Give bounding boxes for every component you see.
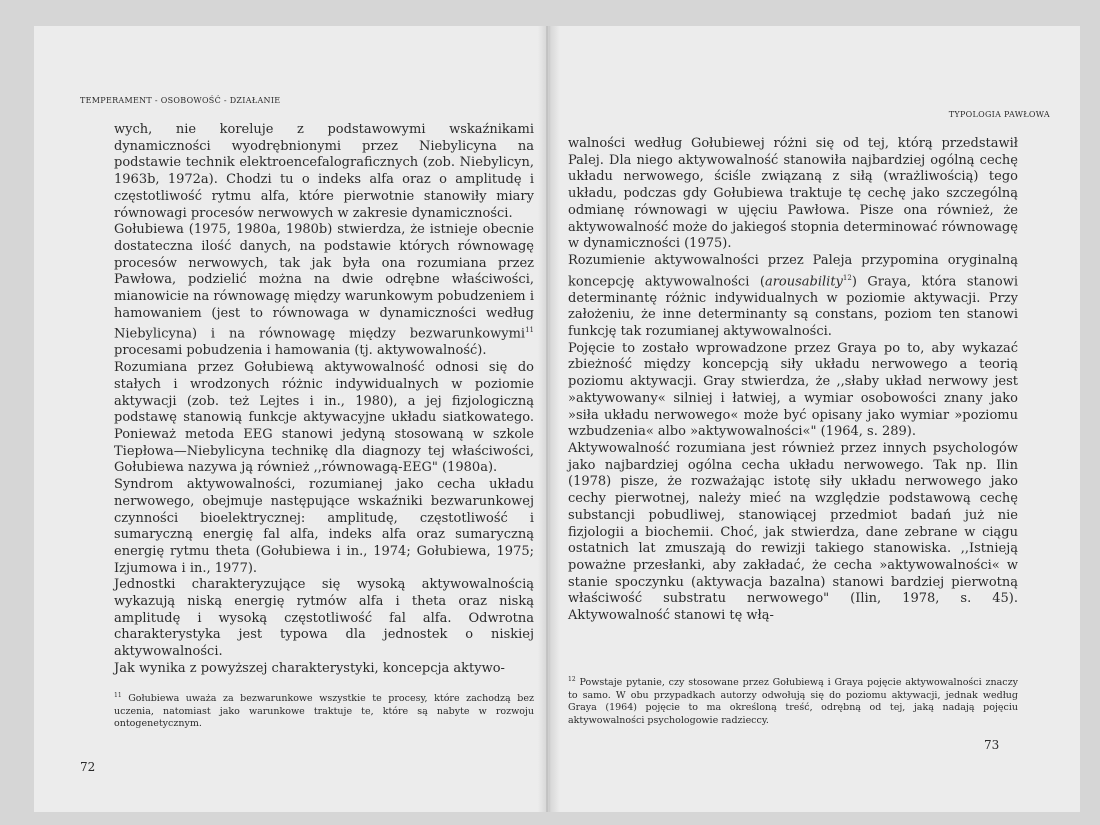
left-paragraph-2-end: procesami pobudzenia i hamowania (tj. aktywowalność). [114, 343, 487, 359]
footnote-marker-11: 11 [114, 692, 122, 699]
footnote-ref-11: 11 [525, 326, 534, 335]
footnote-marker-12: 12 [568, 676, 576, 683]
left-page [34, 26, 546, 812]
right-page-number: 73 [984, 738, 1000, 752]
left-page-number: 72 [80, 760, 96, 774]
right-paragraph-2-b: ) Graya, która stanowi determinantę różnic indywidualnych w poziomie aktywacji. Przy założeniu, że inne determinanty są constans, poziom ten stanowi funkcję tak rozumianej aktywowalności. [568, 273, 1018, 340]
left-running-head: TEMPERAMENT - OSOBOWOŚĆ - DZIAŁANIE [80, 96, 281, 105]
left-paragraph-5: Jednostki charakteryzujące się wysoką aktywowalnością wykazują niską energię rytmów alfa i theta oraz niską amplitudę i wysoką częstotliwość fal alfa. Odwrotna charakterystyka jest typowa dla jednostek o niskiej aktywowalności. [114, 577, 534, 660]
left-paragraph-6: Jak wynika z powyższej charakterystyki, koncepcja aktywo- [114, 660, 505, 676]
right-paragraph-3: Pojęcie to zostało wprowadzone przez Graya po to, aby wykazać zbieżność między koncepcją siły układu nerwowego a teorią poziomu aktywacji. Gray stwierdza, że ,,słaby układ nerwowy jest »aktywowany« silniej i łatwiej, a wymiar osobowości znany jako »siła układu nerwowego« może być opisany jako wymiar »poziomu wzbudzenia« albo »aktywowalności«" (1964, s. 289). [568, 340, 1018, 440]
footnote-ref-12: 12 [842, 273, 852, 282]
right-running-head: TYPOLOGIA PAWŁOWA [948, 110, 1050, 119]
left-paragraph-2-text: Gołubiewa (1975, 1980a, 1980b) stwierdza, że istnieje obecnie dostateczna ilość danych, na podstawie których równowagę procesów nerwowych, tak jak była ona rozumiana przez Pawłowa, podzielić można na dwie odrębne właściwości, mianowicie na równowagę między warunkowym pobudzeniem i hamowaniem (jest to równowaga w dynamiczności według Niebylicyna) i na równowagę między bezwarunkowymi [114, 222, 534, 342]
right-page [548, 26, 1080, 812]
right-body-text [568, 136, 1018, 625]
right-footnote [568, 674, 1018, 728]
left-paragraph-1: wych, nie koreluje z podstawowymi wskaźnikami dynamiczności wyodrębnionymi przez Niebylicyna na podstawie technik elektroencefalograficznych (zob. Niebylicyn, 1963b, 1972a). Chodzi tu o indeks alfa oraz o amplitudę i częstotliwość rytmu alfa, które pierwotnie stanowiły miary równowagi procesów nerwowych w zakresie dynamiczności. [114, 122, 534, 221]
right-paragraph-2 [568, 253, 1018, 341]
left-footnote-text: Gołubiewa uważa za bezwarunkowe wszystkie te procesy, które zachodzą bez uczenia, natomiast jako warunkowe traktuje te, które są nabyte w rozwoju ontogenetycznym. [114, 693, 534, 730]
left-paragraph-4: Syndrom aktywowalności, rozumianej jako cecha układu nerwowego, obejmuje następujące wskaźniki bezwarunkowej czynności bioelektrycznej: amplitudę, częstotliwość i sumaryczną energię fal alfa, indeks alfa oraz sumaryczną energię rytmu theta (Gołubiewa i in., 1974; Gołubiewa, 1975; Izjumowa i in., 1977). [114, 477, 534, 576]
right-paragraph-1: walności według Gołubiewej różni się od tej, którą przedstawił Palej. Dla niego aktywowalność stanowiła najbardziej ogólną cechę układu nerwowego, ściśle związaną z siłą (wrażliwością) tego układu, podczas gdy Gołubiewa traktuje tę cechę jako szczególną odmianę równowagi w ujęciu Pawłowa. Pisze ona również, że aktywowalność może do jakiegoś stopnia determinować równowagę w dynamiczności (1975). [568, 136, 1018, 252]
left-footnote [114, 690, 534, 731]
right-paragraph-4: Aktywowalność rozumiana jest również przez innych psychologów jako najbardziej ogólna cecha układu nerwowego. Tak np. Ilin (1978) pisze, że rozważając istotę siły układu nerwowego jako cechy pierwotnej, należy mieć na względzie podstawową cechę substancji pobudliwej, stanowiącej przedmiot badań już nie fizjologii a biochemii. Choć, jak stwierdza, dane zebrane w ciągu ostatnich lat zmuszają do rewizji takiego stanowiska. ,,Istnieją poważne przesłanki, aby zakładać, że cecha »aktywowalności« w stanie spoczynku (aktywacja bazalna) stanowi bardziej pierwotną właściwość substratu nerwowego" (Ilin, 1978, s. 45). Aktywowalność stanowi tę włą- [568, 440, 1018, 624]
left-paragraph-2 [114, 222, 534, 360]
book-gutter [538, 26, 560, 812]
left-paragraph-3: Rozumiana przez Gołubiewą aktywowalność odnosi się do stałych i wrodzonych różnic indywidualnych w poziomie aktywacji (zob. też Lejtes i in., 1980), a jej fizjologiczną podstawę stanowią funkcje aktywacyjne układu siatkowatego. Ponieważ metoda EEG stanowi jedyną stosowaną w szkole Tiepłowa—Niebylicyna technikę dla diagnozy tej właściwości, Gołubiewa nazywa ją również ,,równowagą-EEG" (1980a). [114, 360, 534, 476]
right-paragraph-2-a: Rozumienie aktywowalności przez Paleja przypomina oryginalną koncepcję aktywowalności ( [568, 252, 1018, 289]
left-body-text [114, 122, 534, 678]
right-footnote-text: Powstaje pytanie, czy stosowane przez Gołubiewą i Graya pojęcie aktywowalności znaczy to samo. W obu przypadkach autorzy odwołują się do poziomu aktywacji, jednak według Graya (1964) pojęcie to ma określoną treść, odrębną od tej, jaką nadają pojęciu aktywowalności psychologowie radzieccy. [568, 677, 1018, 726]
arousability-term: arousability [764, 273, 843, 289]
